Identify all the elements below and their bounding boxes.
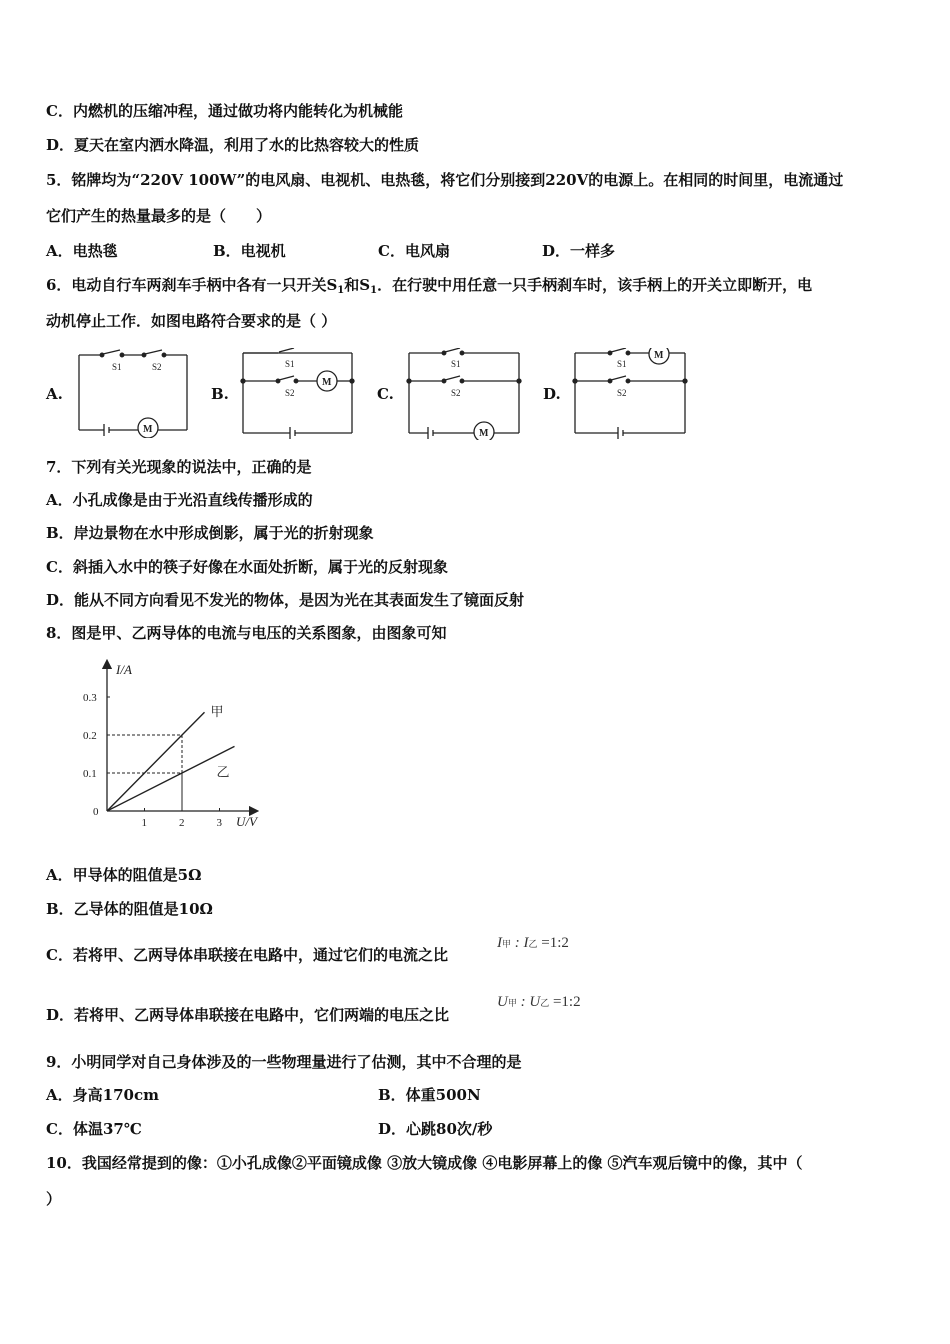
x-tick-1: 1 — [141, 817, 147, 829]
q8-option-a: A．甲导体的阻值是5Ω — [46, 866, 202, 884]
y-tick-0.1: 0.1 — [83, 768, 97, 780]
circuit-d-s1-label: S1 — [617, 359, 627, 369]
q7-option-b: B．岸边景物在水中形成倒影，属于光的折射现象 — [46, 524, 374, 542]
circuit-d-s2-label: S2 — [617, 388, 627, 398]
series-label-jia: 甲 — [210, 704, 224, 720]
circuit-c-motor-label: M — [479, 428, 489, 439]
q9-option-d: D．心跳80次/秒 — [378, 1120, 493, 1138]
circuit-a-s2-label: S2 — [152, 362, 162, 372]
circuit-b-s1-label: S1 — [285, 359, 295, 369]
q5-stem-line1: 5．铭牌均为“220V 100W”的电风扇、电视机、电热毯，将它们分别接到220V的电源上。在相同的时间里，电流通过 — [46, 171, 844, 189]
circuit-a-s1-label: S1 — [112, 362, 122, 372]
q8-option-c-formula: I甲 : I乙 =1:2 — [497, 935, 569, 951]
circuit-a-label: A. — [46, 385, 63, 403]
q9-stem: 9．小明同学对自己身体涉及的一些物理量进行了估测，其中不合理的是 — [46, 1053, 522, 1071]
series-line-1 — [107, 746, 235, 811]
option-c-prev: C．内燃机的压缩冲程，通过做功将内能转化为机械能 — [46, 102, 403, 120]
q8-option-d: D．若将甲、乙两导体串联接在电路中，它们两端的电压之比 — [46, 1006, 450, 1024]
q10-stem-line2: ） — [46, 1190, 62, 1208]
q8-stem: 8．图是甲、乙两导体的电流与电压的关系图象，由图象可知 — [46, 624, 447, 642]
q7-option-d: D．能从不同方向看见不发光的物体，是因为光在其表面发生了镜面反射 — [46, 591, 525, 609]
x-tick-2: 2 — [179, 817, 185, 829]
q7-stem: 7．下列有关光现象的说法中，正确的是 — [46, 458, 312, 476]
circuit-b-label: B. — [211, 385, 229, 403]
q9-option-c: C．体温37℃ — [46, 1120, 142, 1138]
x-tick-0: 0 — [93, 806, 99, 818]
circuit-d-label: D. — [543, 385, 561, 403]
current-voltage-chart — [76, 656, 276, 836]
q9-option-b: B．体重500N — [378, 1086, 481, 1104]
q7-option-a: A．小孔成像是由于光沿直线传播形成的 — [46, 491, 313, 509]
circuit-c-s2-label: S2 — [451, 388, 461, 398]
circuit-c-diagram — [404, 348, 526, 440]
q5-option-a: A．电热毯 — [46, 242, 118, 260]
q5-option-b: B．电视机 — [213, 242, 286, 260]
q5-stem-line2: 它们产生的热量最多的是（ ） — [46, 207, 272, 225]
circuit-a-motor-label: M — [143, 424, 153, 435]
y-tick-0.3: 0.3 — [83, 692, 97, 704]
circuit-d-diagram — [570, 348, 692, 440]
q8-option-d-formula: U甲 : U乙 =1:2 — [497, 994, 581, 1010]
q7-option-c: C．斜插入水中的筷子好像在水面处折断，属于光的反射现象 — [46, 558, 448, 576]
q6-stem-line1: 6．电动自行车两刹车手柄中各有一只开关$S_1$和$S_1$．在行驶中用任意一只手柄刹车时，该手柄上的开关立即断开，电 — [46, 276, 813, 296]
q9-option-a: A．身高170cm — [46, 1086, 159, 1104]
q5-option-c: C．电风扇 — [378, 242, 450, 260]
q10-stem-line1: 10．我国经常提到的像：①小孔成像②平面镜成像 ③放大镜成像 ④电影屏幕上的像 ⑤汽车观后镜中的像，其中（ — [46, 1154, 803, 1172]
circuit-b-diagram — [238, 348, 358, 440]
chart-y-label: I/A — [116, 662, 132, 677]
circuit-c-s1-label: S1 — [451, 359, 461, 369]
chart-x-label: U/V — [236, 814, 257, 829]
x-tick-3: 3 — [216, 817, 222, 829]
circuit-b-s2-label: S2 — [285, 388, 295, 398]
series-line-0 — [107, 712, 205, 811]
q6-stem-line2: 动机停止工作．如图电路符合要求的是（ ） — [46, 312, 337, 330]
q5-option-d: D．一样多 — [542, 242, 616, 260]
circuit-b-motor-label: M — [322, 377, 332, 388]
series-label-yi: 乙 — [216, 764, 230, 780]
option-d-prev: D．夏天在室内洒水降温，利用了水的比热容较大的性质 — [46, 136, 420, 154]
q8-option-c: C．若将甲、乙两导体串联接在电路中，通过它们的电流之比 — [46, 946, 448, 964]
q8-option-b: B．乙导体的阻值是10Ω — [46, 900, 213, 918]
circuit-d-motor-label: M — [654, 350, 664, 361]
circuit-c-label: C. — [377, 385, 394, 403]
circuit-a-diagram — [74, 348, 192, 438]
y-tick-0.2: 0.2 — [83, 730, 97, 742]
